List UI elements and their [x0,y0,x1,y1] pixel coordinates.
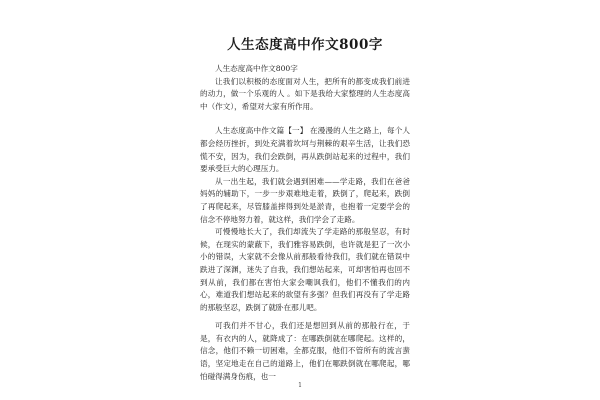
paragraph-essay-1: 人生态度高中作文篇【一】 在漫漫的人生之路上，每个人都会经历挫折，到处充满着坎坷与荆棘的艰辛生活，让我们恐慌不安，因为，我们会跌倒，再从跌倒站起来的过程中，我们要承受巨大的心理压力。 [200,126,410,174]
paragraph-subtitle: 人生态度高中作文800字 [215,64,298,73]
paragraph-essay-4: 可我们并不甘心，我们还是想回到从前的那般行在，于是，有衣内的人，就降成了：在哪跌倒就在哪爬起。这样的，信念，他们不赖一切困难，全都克服，他们不管所有的流言蜚语，坚定地走在自己的道路上，他们在哪跌倒就在哪爬起，哪怕碰得满身伤痕，也一 [200,321,410,381]
paragraph-essay-2: 从一出生起，我们就会遇到困难——学走路，我们在爸爸妈妈的辅助下，一步一步艰难地走着，跌倒了，爬起来，跌倒了再爬起来，尽管膝盖摔得到处是淤青，也抱着一定要学会的信念不停地努力着，就这样，我们学会了走路。 [200,176,410,224]
paragraph-essay-3: 可慢慢地长大了，我们却流失了学走路的那般坚忍，有时候，在现实的蒙蔽下，我们雅容易跌倒，也许就是犯了一次小小的错误，大家就不会像从前那般看待我们，我们就在错误中跌进了深渊，迷失了自我，我们想站起来，可却害怕再也回不到从前，我们都在害怕大家会嘲讽我们，他们不懂我们的内心，难道我们想站起来的欲望有多强？但我们再没有了学走路的那般坚忍，跌倒了就卧在那儿吧。 [200,227,410,312]
page-number: 1 [298,382,302,389]
spacer [200,113,410,125]
document-title: 人生态度高中作文800字 [227,37,383,53]
paragraph-intro: 让我们以积极的态度面对人生，把所有的都变成我们前进的动力，做一个乐观的人 。如下是我给大家整理的人生态度高中（作文），希望对大家有所作用。 [200,76,410,111]
